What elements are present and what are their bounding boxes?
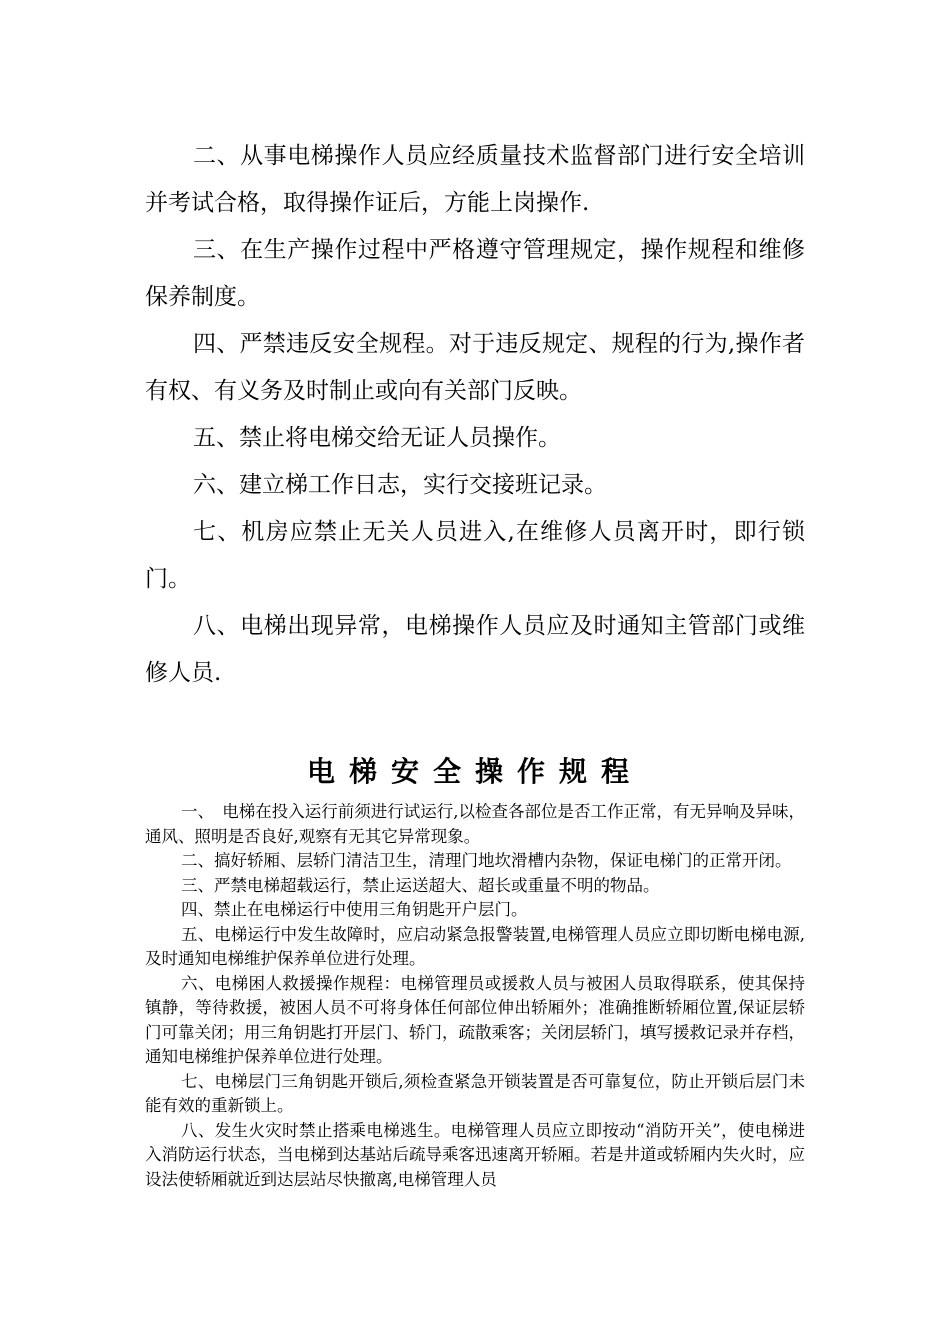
operation-rule-6: 六、电梯困人救援操作规程：电梯管理员或援救人员与被困人员取得联系，使其保持镇静，等待救援，被困人员不可将身体任何部位伸出轿厢外；准确推断轿厢位置,保证层轿门可靠关闭；用三角钥匙打开层门、轿门，疏散乘客；关闭层轿门，填写援救记录并存档，通知电梯维护保养单位进行处理。 [145, 973, 805, 1066]
operation-rule-5: 五、电梯运行中发生故障时，应启动紧急报警装置,电梯管理人员应立即切断电梯电源,及时通知电梯维护保养单位进行处理。 [145, 924, 805, 968]
operation-rule-4: 四、禁止在电梯运行中使用三角钥匙开户层门。 [181, 900, 528, 919]
rule-paragraph-6: 六、建立梯工作日志，实行交接班记录。 [193, 472, 607, 498]
rule-paragraph-3: 三、在生产操作过程中严格遵守管理规定，操作规程和维修保养制度。 [145, 237, 805, 310]
operation-rule-2: 二、搞好轿厢、层轿门清洁卫生，清理门地坎滑槽内杂物，保证电梯门的正常开闭。 [181, 851, 792, 870]
rule-paragraph-4: 四、严禁违反安全规程。对于违反规定、规程的行为,操作者有权、有义务及时制止或向有关部门反映。 [145, 331, 805, 404]
rules-section-continued [145, 133, 805, 697]
operation-rule-3: 三、严禁电梯超载运行，禁止运送超大、超长或重量不明的物品。 [181, 875, 660, 895]
operation-rule-8: 八、发生火灾时禁止搭乘电梯逃生。电梯管理人员应立即按动“消防开关”，使电梯进入消防运行状态，当电梯到达基站后疏导乘客迅速离开轿厢。若是井道或轿厢内失火时，应设法使轿厢就近到达层站尽快撤离,电梯管理人员 [145, 1120, 805, 1189]
operation-rule-1: 一、 电梯在投入运行前须进行试运行,以检查各部位是否工作正常，有无异响及异味，通风、照明是否良好,观察有无其它异常现象。 [145, 802, 805, 846]
rule-paragraph-2: 二、从事电梯操作人员应经质量技术监督部门进行安全培训并考试合格，取得操作证后，方能上岗操作. [145, 143, 805, 216]
section-title: 电梯安全操作规程 [306, 755, 643, 788]
rule-paragraph-5: 五、禁止将电梯交给无证人员操作。 [193, 425, 561, 451]
operation-rule-7: 七、电梯层门三角钥匙开锁后,须检查紧急开锁装置是否可靠复位，防止开锁后层门未能有效的重新锁上。 [145, 1071, 805, 1115]
operation-rules-section [145, 800, 805, 1192]
rule-paragraph-8: 八、电梯出现异常，电梯操作人员应及时通知主管部门或维修人员. [145, 613, 805, 686]
rule-paragraph-7: 七、机房应禁止无关人员进入,在维修人员离开时，即行锁门。 [145, 519, 805, 592]
